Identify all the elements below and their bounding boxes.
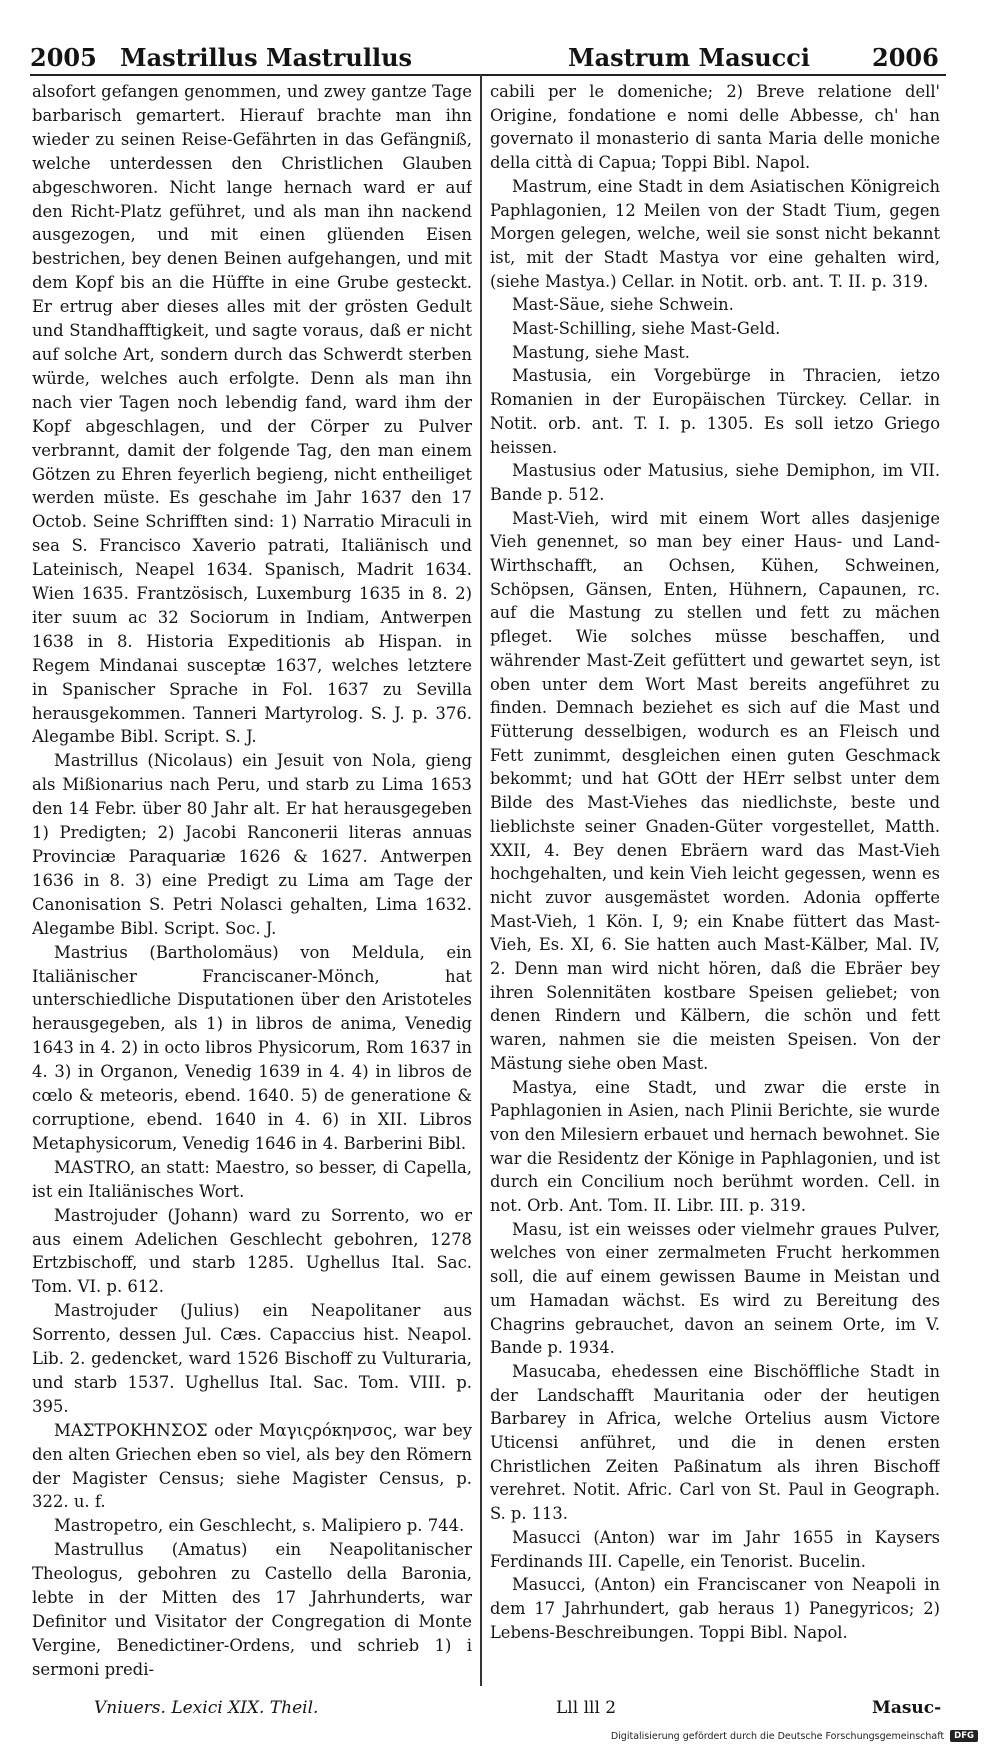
signature-mark: Lll lll 2 — [556, 1698, 617, 1718]
right-catchwords: Mastrum Masucci — [568, 43, 810, 72]
entry-mastro: MASTRO, an statt: Maestro, so besser, di Capella, ist ein Italiänisches Wort. — [32, 1157, 472, 1201]
entry-mastrojuder-julius: Mastrojuder (Julius) ein Neapolitaner aus Sorrento, dessen Jul. Cæs. Capaccius hist. Neapol. Lib. 2. gedencket, ward 1526 Bischoff zu Vulturaria, und starb 1537. Ughellus Ital. Sac. Tom. VIII. p. 395. — [32, 1301, 472, 1416]
entry-masucci-anton-1: Masucci (Anton) war im Jahr 1655 in Kaysers Ferdinands III. Capelle, ein Tenorist. Bucelin. — [490, 1527, 940, 1571]
digitization-footer — [611, 1728, 978, 1744]
entry-masu: Masu, ist ein weisses oder vielmehr graues Pulver, welches von einer zermalmeten Frucht herkommen soll, die auf einem gewissen Baume in Meistan und um Hamadan wächst. Es wird zu Bereitung des Chagrins gebrauchet, davon an seinem Orte, im V. Bande p. 1934. — [490, 1219, 940, 1358]
right-column — [490, 80, 940, 1686]
entry-mastropetro: Mastropetro, ein Geschlecht, s. Malipiero p. 744. — [54, 1516, 465, 1536]
left-page-number: 2005 — [30, 43, 97, 72]
dfg-logo: DFG — [950, 1730, 978, 1742]
column-divider — [480, 74, 482, 1686]
entry-mastrillus-nicolaus: Mastrillus (Nicolaus) ein Jesuit von Nola, gieng als Mißionarius nach Peru, und starb zu Lima 1653 den 14 Febr. über 80 Jahr alt. Er hat herausgegeben 1) Predigten; 2) Jacobi Ranconerii literas annuas Provinciæ Paraquariæ 1626 & 1627. Antwerpen 1636 in 8. 3) eine Predigt zu Lima am Tage der Canonisation S. Petri Nolasci gehalten, Lima 1632. Alegambe Bibl. Script. Soc. J. — [32, 751, 472, 938]
entry-mast-vieh: Mast-Vieh, wird mit einem Wort alles dasjenige Vieh genennet, so man bey einer Haus- und Land-Wirthschafft, an Ochsen, Kühen, Schweinen, Schöpsen, Gänsen, Enten, Hühnern, Capaunen, rc. auf die Mastung zu stellen und fett zu mächen pfleget. Wie solches müsse beschaffen, und währender Mast-Zeit gefüttert und gewartet seyn, ist oben unter dem Wort Mast bereits angeführet zu finden. Demnach beziehet es sich auf die Mast und Fütterung desselbigen, wodurch es an Fleisch und Fett zunimmt, desgleichen einen guten Geschmack bekommt; und hat GOtt der HErr selbst unter dem Bilde des Mast-Viehes das niedlichste, beste und lieblichste seiner Gnaden-Güter vorgestellet, Matth. XXII, 4. Bey denen Ebräern ward das Mast-Vieh hochgehalten, und kein Vieh leicht gegessen, wenn es nicht zuvor ausgemästet worden. Adonia opfferte Mast-Vieh, 1 Kön. I, 9; ein Knabe füttert das Mast-Vieh, Es. XI, 6. Sie hatten auch Mast-Kälber, Mal. IV, 2. Denn man wird nicht hören, daß die Ebräer bey ihren Solennitäten kostbare Speisen geliebet; von denen Rindern und Kälbern, die schön und fett waren, nahmen sie die meisten Speisen. Von der Mästung siehe oben Mast. — [490, 508, 940, 1073]
left-column — [32, 80, 472, 1686]
entry-masucaba: Masucaba, ehedessen eine Bischöffliche Stadt in der Landschafft Mauritania oder der heutigen Barbarey in Africa, welche Ortelius ausm Victore Uticensi anführet, und die in denen ersten Christlichen Zeiten Paßinatum als ihren Bischoff verehret. Notit. Afric. Carl von St. Paul in Geograph. S. p. 113. — [490, 1361, 940, 1524]
entry-mastrojuder-johann: Mastrojuder (Johann) ward zu Sorrento, wo er aus einem Adelichen Geschlecht gebohren, 1278 Ertzbischoff, und starb 1285. Ughellus Ital. Sac. Tom. VI. p. 612. — [32, 1205, 472, 1297]
catchword: Masuc- — [872, 1698, 942, 1718]
entry-continuation: alsofort gefangen genommen, und zwey gantze Tage barbarisch gemartert. Hierauf brachte man ihn wieder zu seinen Reise-Gefährten in das Gefängniß, welche unterdessen den Christlichen Glauben abgeschworen. Nicht lange hernach ward er auf den Richt-Platz geführet, und als man ihn nackend ausgezogen, und mit einen glüenden Eisen bestrichen, bey denen Beinen aufgehangen, und mit dem Kopf bis an die Hüffte in eine Grube gesteckt. Er ertrug aber dieses alles mit der grösten Gedult und Standhafftigkeit, und sagte voraus, daß er nicht auf solche Art, sondern durch das Schwerdt sterben würde, welches auch erfolgte. Denn als man ihn nach vier Tagen noch lebendig fand, ward ihm der Kopf abgeschlagen, und der Cörper zu Pulver verbrannt, damit der folgende Tag, den man einem Götzen zu Ehren feyerlich begieng, nicht entheiliget werden müste. Es geschahe im Jahr 1637 den 17 Octob. Seine Schrifften sind: 1) Narratio Miraculi in sea S. Francisco Xaverio patrati, Italiänisch und Lateinisch, Neapel 1634. Spanisch, Madrit 1634. Wien 1635. Frantzösisch, Luxemburg 1635 in 8. 2) iter suum ac 32 Sociorum in Indiam, Antwerpen 1638 in 8. Historia Expeditionis ab Hispan. in Regem Mindanai susceptæ 1637, welches letztere in Spanischer Sprache in Fol. 1637 zu Sevilla herausgekommen. Tanneri Martyrolog. S. J. p. 376. Alegambe Bibl. Script. S. J. — [32, 82, 472, 747]
entry-mastusius: Mastusius oder Matusius, siehe Demiphon, im VII. Bande p. 512. — [490, 461, 940, 504]
entry-masucci-anton-2: Masucci, (Anton) ein Franciscaner von Neapoli in dem 17 Jahrhundert, gab heraus 1) Panegyricos; 2) Lebens-Beschreibungen. Toppi Bibl. Napol. — [490, 1575, 940, 1642]
digitization-note: Digitalisierung gefördert durch die Deutsche Forschungsgemeinschaft — [610, 1730, 945, 1742]
volume-signature: Vniuers. Lexici XIX. Theil. — [94, 1698, 319, 1718]
header-rule — [30, 74, 946, 76]
entry-continuation: cabili per le domeniche; 2) Breve relatione dell' Origine, fondatione e nomi delle Abbesse, ch' han governato il monasterio di santa Maria delle moniche della città di Capua; Toppi Bibl. Napol. — [490, 82, 940, 173]
entry-mastrullus-amatus: Mastrullus (Amatus) ein Neapolitanischer Theologus, gebohren zu Castello della Baronia, lebte in der Mitten des 17 Jahrhunderts, war Definitor und Visitator der Congregation di Monte Vergine, Benedictiner-Ordens, und schrieb 1) i sermoni predi- — [32, 1540, 472, 1679]
entry-mastusia: Mastusia, ein Vorgebürge in Thracien, ietzo Romanien in der Europäischen Türckey. Cellar. in Notit. orb. ant. T. I. p. 1305. Es soll ietzo Griego heissen. — [490, 366, 940, 457]
entry-mastya: Mastya, eine Stadt, und zwar die erste in Paphlagonien in Asien, nach Plinii Berichte, sie wurde von den Milesiern erbauet und hernach bewohnet. Sie war die Residentz der Könige in Paphlagonien, und ist durch ein Concilium noch berühmt worden. Cell. in not. Orb. Ant. Tom. II. Libr. III. p. 319. — [490, 1077, 940, 1216]
right-page-number: 2006 — [872, 43, 939, 72]
entry-mastrokensos: ΜΑΣΤΡΟΚΗΝΣΟΣ oder Μαγιςρόκηνσος, war bey den alten Griechen eben so viel, als bey den Römern der Magister Census; siehe Magister Census, p. 322. u. f. — [32, 1420, 472, 1512]
entry-mast-schilling: Mast-Schilling, siehe Mast-Geld. — [512, 319, 781, 339]
entry-mastrius-bartholomaeus: Mastrius (Bartholomäus) von Meldula, ein Italiänischer Franciscaner-Mönch, hat unterschiedliche Disputationen über den Aristoteles herausgegeben, als 1) in libros de anima, Venedig 1643 in 4. 2) in octo libros Physicorum, Rom 1637 in 4. 3) in Organon, Venedig 1639 in 4. 4) in libros de cœlo & meteoris, ebend. 1640. 5) de generatione & corruptione, ebend. 1640 in 4. 6) in XII. Libros Metaphysicorum, Venedig 1646 in 4. Barberini Bibl. — [32, 942, 472, 1153]
entry-mastung: Mastung, siehe Mast. — [512, 342, 690, 362]
entry-mastrum: Mastrum, eine Stadt in dem Asiatischen Königreich Paphlagonien, 12 Meilen von der Stadt Tium, gegen Morgen gelegen, welche, weil sie sonst nicht bekannt ist, mit der Stadt Mastya vor eine gehalten wird, (siehe Mastya.) Cellar. in Notit. orb. ant. T. II. p. 319. — [490, 176, 940, 291]
entry-mast-saeue: Mast-Säue, siehe Schwein. — [512, 295, 734, 315]
left-catchwords: Mastrillus Mastrullus — [120, 43, 413, 72]
